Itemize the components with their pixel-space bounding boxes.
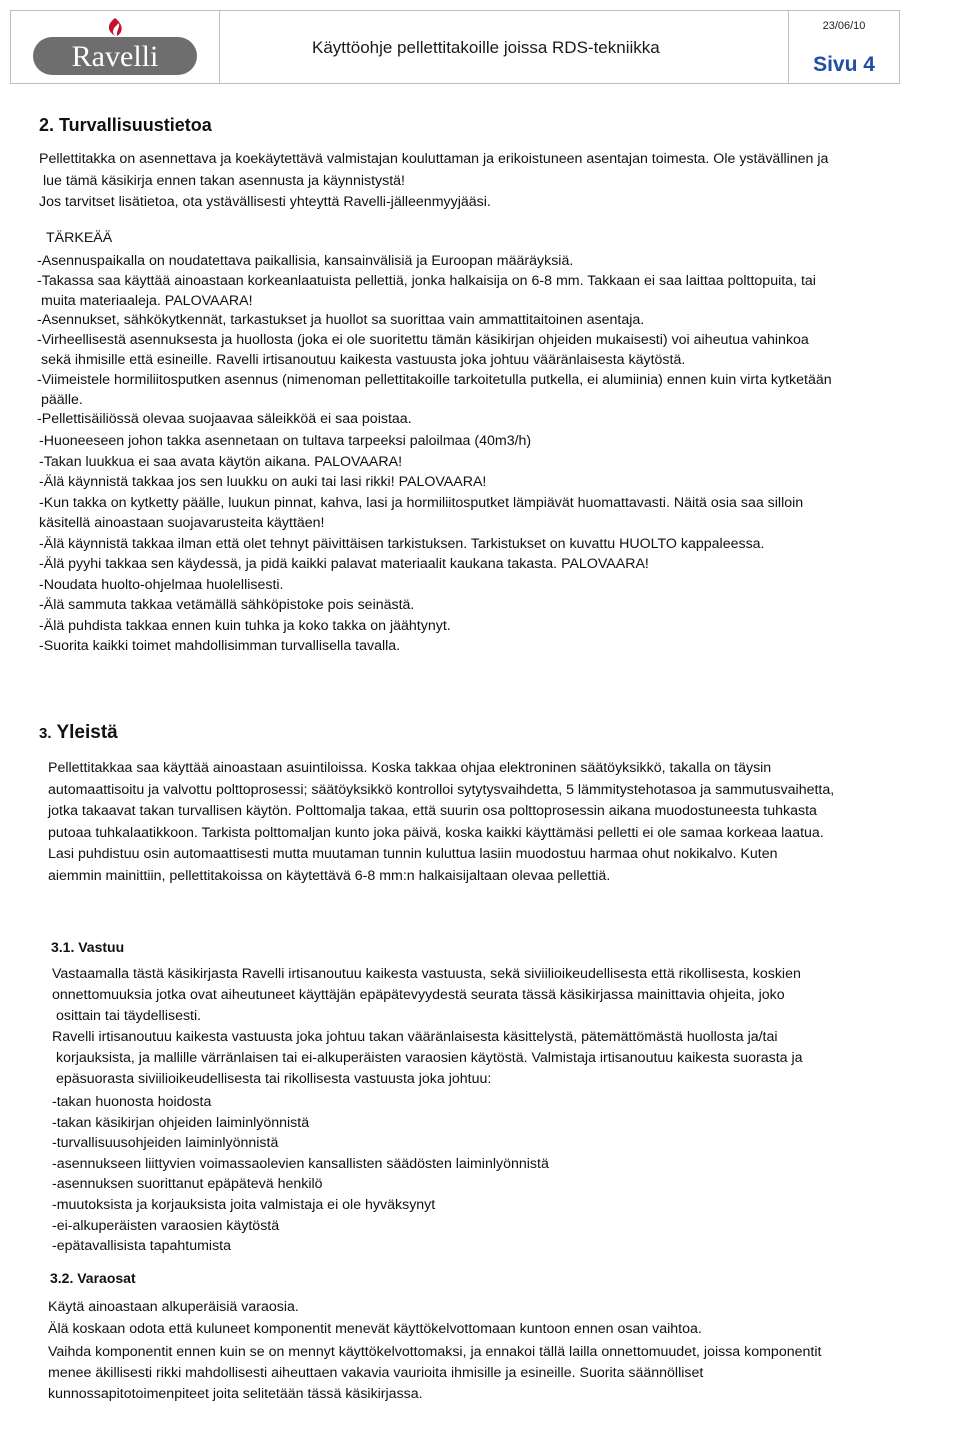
list-item: muita materiaaleja. PALOVAARA! [41,292,253,309]
page-number: Sivu 4 [813,53,875,76]
text-line: Käytä ainoastaan alkuperäisiä varaosia. [48,1299,299,1315]
flame-icon [109,18,122,36]
text-line: automaattisoitu ja valvottu polttoprosessi; säätöyksikkö kontrolloi sytytysvaihdetta, 5 lämmitystehotasoa ja sammutusvaihetta, [48,781,835,798]
list-item: -Asennuspaikalla on noudatettava paikallisia, kansainvälisiä ja Euroopan määräyksiä. [37,253,574,269]
safety-list-b [39,431,803,657]
list-item: -Älä käynnistä takkaa jos sen luukku on auki tai lasi rikki! PALOVAARA! [39,474,487,490]
text-line: Pellettitakka on asennettava ja koekäytettävä valmistajan kouluttaman ja erikoistuneen asentajan toimesta. Ole ystävällinen ja [39,151,829,167]
list-item: -Asennukset, sähkökytkennät, tarkastukset ja huollot sa suorittaa vain ammattitaitoinen asentaja. [37,312,645,329]
list-item: -Takassa saa käyttää ainoastaan korkeanlaatuista pellettiä, jonka halkaisija on 6-8 mm. Takkaan ei saa laittaa polttopuita, tai [37,272,816,289]
safety-list-a [37,252,832,430]
important-label: TÄRKEÄÄ [46,230,113,246]
text-line: Älä koskaan odota että kuluneet komponentit menevät käyttökelvottomaan kuntoon ennen osan vaihtoa. [48,1321,702,1337]
text-line: Vastaamalla tästä käsikirjasta Ravelli irtisanoutuu kaikesta vastuusta, sekä siviilioikeudellisesta että rikollisesta, koskien [52,966,801,982]
text-line: menee äkillisesti rikki mahdollisesti aiheuttaen vakavia vaurioita ihmisille ja esineille. Suorita säännölliset [48,1365,704,1381]
list-item: -Suorita kaikki toimet mahdollisimman turvallisella tavalla. [39,638,401,654]
ravelli-logo [19,15,211,79]
document-date: 23/06/10 [822,20,866,32]
list-item: -Älä sammuta takkaa vetämällä sähköpistoke pois seinästä. [39,597,415,613]
list-item: -Kun takka on kytketty päälle, luukun pinnat, kahva, lasi ja hormiliitosputket lämpiävät huomattavasti. Näitä osia saa silloin [39,494,804,511]
list-item: -asennukseen liittyvien voimassaolevien kansallisten säädösten laiminlyönnistä [52,1155,549,1172]
list-item: -ei-alkuperäisten varaosien käytöstä [52,1217,280,1234]
text-line: korjauksista, ja mallille värränlaisen tai ei-alkuperäisten varaosien käytöstä. Valmistaja irtisanoutuu kaikesta suorasta ja [56,1050,803,1066]
list-item: -Viimeistele hormiliitosputken asennus (nimenoman pellettitakoille tarkoitetulla putkella, ei alumiinia) ennen kuin virta kytketään [37,371,832,388]
responsibility-list [52,1092,549,1257]
list-item: -Älä puhdista takkaa ennen kuin tuhka ja koko takka on jäähtynyt. [39,617,451,634]
logo-wordmark: Ravelli [71,40,159,73]
list-item: -Takan luukkua ei saa avata käytön aikana. PALOVAARA! [39,453,403,470]
text-line: Pellettitakkaa saa käyttää ainoastaan asuintiloissa. Koska takkaa ohjaa elektroninen säätöyksikkö, takalla on täysin [48,760,772,776]
list-item: sekä ihmisille että esineille. Ravelli irtisanoutuu kaikesta vastuusta joka johtuu vääränlaisesta käytöstä. [41,351,686,368]
list-item: -turvallisuusohjeiden laiminlyönnistä [52,1135,279,1152]
responsibility-text [52,964,803,1090]
list-item: -takan käsikirjan ohjeiden laiminlyönnistä [52,1114,310,1131]
text-line: Lasi puhdistuu osin automaattisesti mutta muutaman tunnin kuluttua lasiin muodostuu harmaa ohut nokikalvo. Kuten [48,846,778,863]
list-item: -Pellettisäiliössä olevaa suojaavaa säleikköä ei saa poistaa. [37,411,412,428]
list-item: käsitellä ainoastaan suojavarusteita käyttäen! [39,515,325,531]
list-item: -takan huonosta hoidosta [52,1094,212,1110]
document-title: Käyttöohje pellettitakoille joissa RDS-tekniikka [312,38,660,57]
list-item: -Virheellisestä asennuksesta ja huollosta (joka ei ole suoritettu tämän käsikirjan ohjeiden mukaisesti) voi aiheutua vahinkoa [37,332,809,349]
section-number: 3. [39,725,52,742]
list-item: -Älä käynnistä takkaa ilman että olet tehnyt päivittäisen tarkistuksen. Tarkistukset on kuvattu HUOLTO kappaleessa. [39,535,765,552]
list-item: -Noudata huolto-ohjelmaa huolellisesti. [39,576,284,593]
text-line: Vaihda komponentit ennen kuin se on mennyt käyttökelvottomaksi, ja ennakoi tällä lailla onnettomuudet, joissa komponentit [48,1344,822,1360]
text-line: osittain tai täydellisesti. [56,1008,202,1024]
text-line: Jos tarvitset lisätietoa, ota ystävällisesti yhteyttä Ravelli-jälleenmyyjääsi. [39,194,491,210]
text-line: jotka takaavat takan turvallisen käytön. Polttomalja takaa, että suurin osa polttoprosessin aikana muodostuneesta tuhkasta [48,803,817,820]
section-heading-general [39,722,118,744]
list-item: -asennuksen suorittanut epäpätevä henkilö [52,1176,323,1193]
text-line: putoaa tuhkalaatikkoon. Tarkista polttomaljan kunto joka päivä, koska kaikki käyttämäsi pelletti ei ole samaa korkeaa laatua. [48,824,824,841]
page-header [10,10,900,84]
text-line: aiemmin mainittiin, pellettitakoissa on käytettävä 6-8 mm:n halkaisijaltaan olevaa pellettiä. [48,867,611,884]
spare-parts-text-a [48,1296,702,1340]
text-line: lue tämä käsikirja ennen takan asennusta ja käynnistystä! [43,172,405,189]
subsection-heading-responsibility: 3.1. Vastuu [51,939,125,955]
title-box [220,10,788,84]
list-item: -Huoneeseen johon takka asennetaan on tultava tarpeeksi paloilmaa (40m3/h) [39,433,532,449]
section-heading-safety: 2. Turvallisuustietoa [39,115,212,135]
text-line: epäsuorasta siviilioikeudellisesta tai rikollisesta vastuusta joka johtuu: [56,1071,492,1087]
list-item: päälle. [41,391,83,408]
text-line: onnettomuuksia jotka ovat aiheutuneet käyttäjän epäpätevyydestä seurata tässä käsikirjassa mainittavia ohjeita, joko [52,987,785,1003]
safety-intro [39,149,828,214]
text-line: kunnossapitotoimenpiteet joita selitetään tässä käsikirjassa. [48,1386,423,1402]
section-title: Yleistä [51,722,118,743]
spare-parts-text-b [48,1342,821,1405]
text-line: Ravelli irtisanoutuu kaikesta vastuusta joka johtuu takan vääränlaisesta käsittelystä, pätemättömästä huollosta ja/tai [52,1029,778,1045]
list-item: -muutoksista ja korjauksista joita valmistaja ei ole hyväksynyt [52,1196,436,1213]
list-item: -epätavallisista tapahtumista [52,1238,232,1255]
logo-box [10,10,220,84]
list-item: -Älä pyyhi takkaa sen käydessä, ja pidä kaikki palavat materiaalit kaukana takasta. PALOVAARA! [39,556,649,572]
subsection-heading-spare-parts: 3.2. Varaosat [50,1270,136,1286]
page-info-box [788,10,900,84]
general-paragraph [48,758,834,888]
